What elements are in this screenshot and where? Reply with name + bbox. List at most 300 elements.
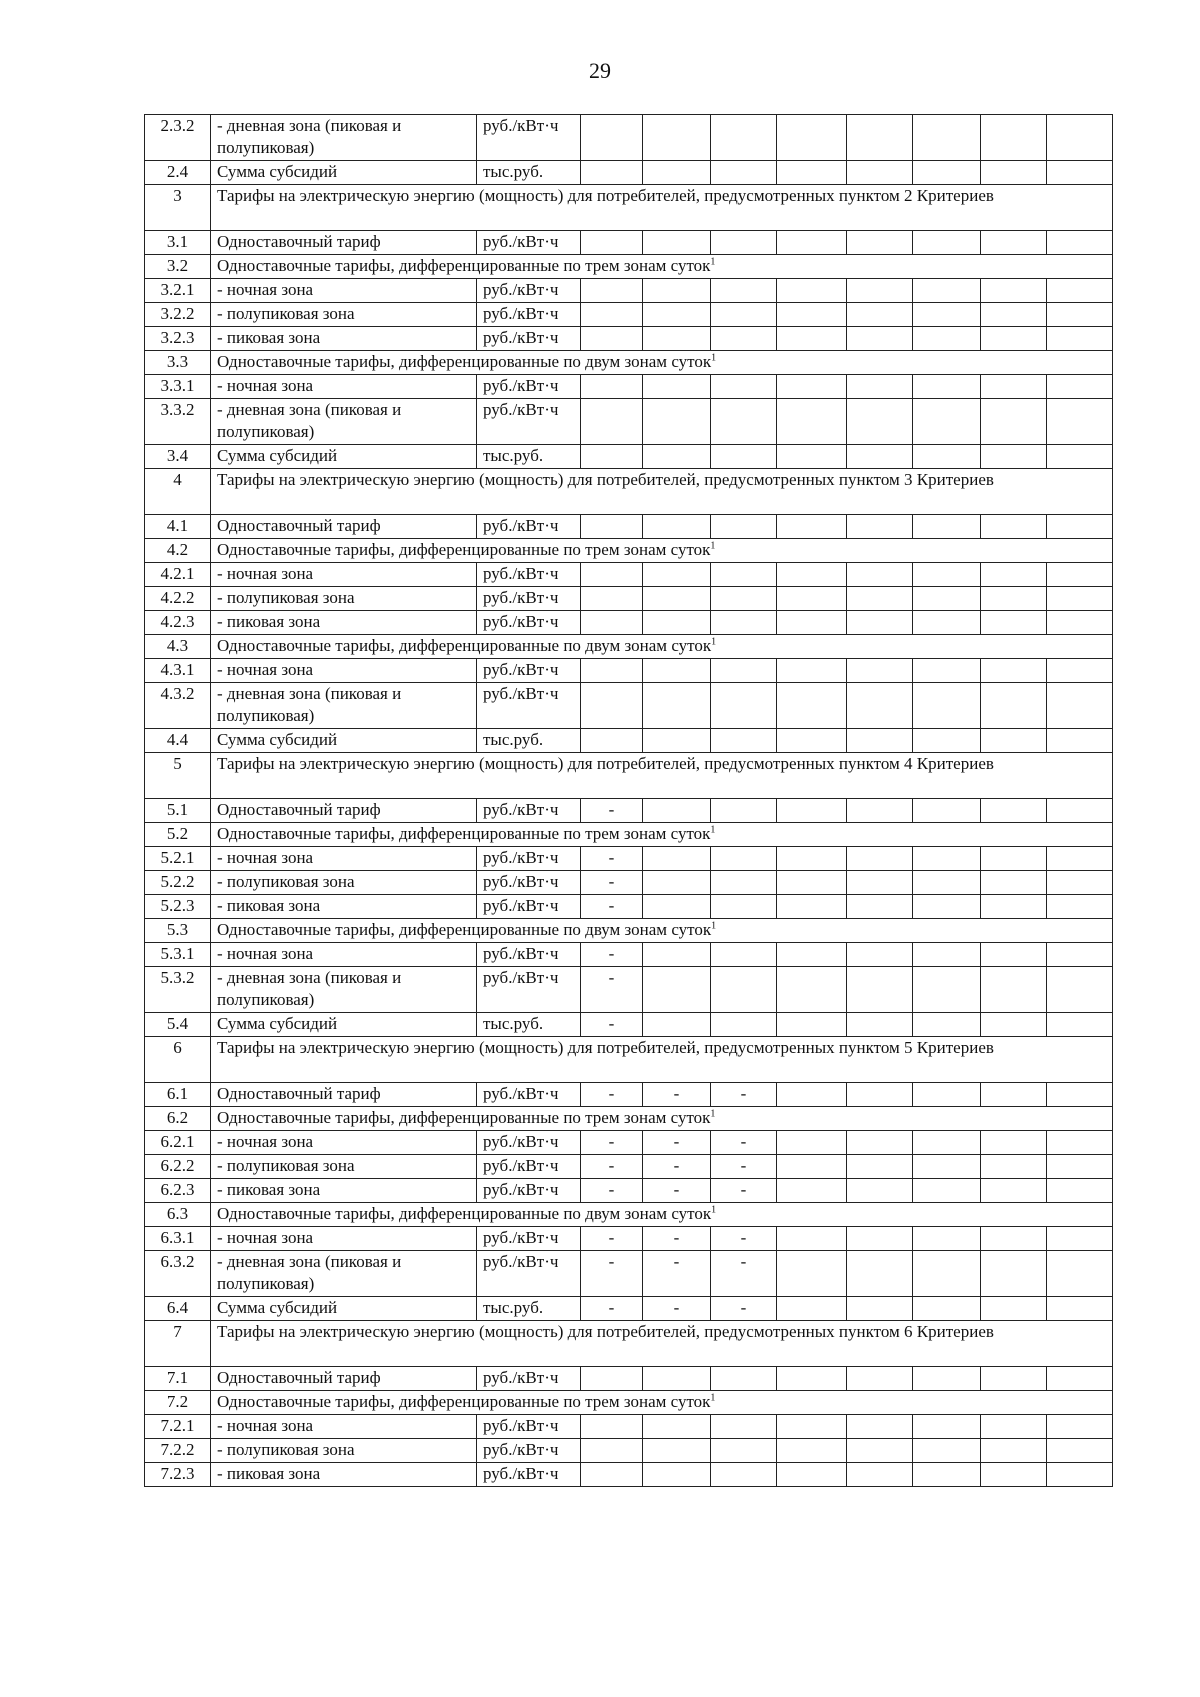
value-cell	[777, 1251, 847, 1297]
row-number: 6.2.2	[145, 1155, 211, 1179]
value-cell	[711, 1439, 777, 1463]
row-unit: руб./кВт·ч	[477, 115, 581, 161]
value-cell	[711, 611, 777, 635]
value-cell	[981, 161, 1047, 185]
value-cell	[913, 1227, 981, 1251]
value-cell	[777, 161, 847, 185]
value-cell	[581, 161, 643, 185]
section-row	[145, 753, 1113, 799]
table-row	[145, 871, 1113, 895]
value-cell	[777, 1463, 847, 1487]
row-label: - полупиковая зона	[211, 1155, 477, 1179]
value-cell	[1047, 1415, 1113, 1439]
value-cell	[777, 1415, 847, 1439]
section-title	[211, 823, 1113, 847]
row-label: Одноставочный тариф	[211, 231, 477, 255]
value-cell	[711, 161, 777, 185]
section-title	[211, 635, 1113, 659]
value-cell	[581, 659, 643, 683]
value-cell	[847, 587, 913, 611]
value-cell	[847, 327, 913, 351]
value-cell	[1047, 1251, 1113, 1297]
section-title	[211, 351, 1113, 375]
table-row	[145, 729, 1113, 753]
value-cell: -	[581, 1013, 643, 1037]
row-number: 4.3.1	[145, 659, 211, 683]
section-row	[145, 635, 1113, 659]
value-cell	[981, 1013, 1047, 1037]
section-title-text: Одноставочные тарифы, дифференцированные по двум зонам суток	[217, 352, 712, 371]
row-unit: руб./кВт·ч	[477, 563, 581, 587]
row-number: 4.1	[145, 515, 211, 539]
section-row	[145, 1107, 1113, 1131]
row-number: 7	[145, 1321, 211, 1367]
row-number: 7.1	[145, 1367, 211, 1391]
value-cell	[981, 515, 1047, 539]
value-cell	[981, 895, 1047, 919]
row-label: - ночная зона	[211, 943, 477, 967]
value-cell: -	[643, 1083, 711, 1107]
value-cell: -	[711, 1227, 777, 1251]
table-row	[145, 1179, 1113, 1203]
row-unit: руб./кВт·ч	[477, 375, 581, 399]
value-cell: -	[581, 1179, 643, 1203]
table-row	[145, 303, 1113, 327]
value-cell	[581, 303, 643, 327]
value-cell: -	[581, 1131, 643, 1155]
section-row	[145, 919, 1113, 943]
value-cell	[777, 1155, 847, 1179]
row-unit: тыс.руб.	[477, 729, 581, 753]
row-label: Одноставочный тариф	[211, 1083, 477, 1107]
row-unit: руб./кВт·ч	[477, 895, 581, 919]
value-cell	[643, 1439, 711, 1463]
section-title-text: Тарифы на электрическую энергию (мощность) для потребителей, предусмотренных пунктом 5 Критериев	[217, 1038, 994, 1057]
value-cell	[581, 1439, 643, 1463]
value-cell	[913, 231, 981, 255]
value-cell	[581, 729, 643, 753]
section-title-text: Одноставочные тарифы, дифференцированные по трем зонам суток	[217, 1392, 711, 1411]
value-cell	[711, 895, 777, 919]
value-cell	[777, 611, 847, 635]
section-title-text: Одноставочные тарифы, дифференцированные по двум зонам суток	[217, 1204, 712, 1223]
section-title	[211, 1391, 1113, 1415]
value-cell	[711, 445, 777, 469]
value-cell	[643, 115, 711, 161]
value-cell	[981, 729, 1047, 753]
row-number: 4.2	[145, 539, 211, 563]
value-cell: -	[711, 1297, 777, 1321]
value-cell	[643, 871, 711, 895]
table-row	[145, 279, 1113, 303]
section-title	[211, 1107, 1113, 1131]
value-cell	[1047, 1367, 1113, 1391]
value-cell	[847, 1179, 913, 1203]
row-unit: руб./кВт·ч	[477, 1463, 581, 1487]
value-cell	[913, 943, 981, 967]
row-label: Одноставочный тариф	[211, 1367, 477, 1391]
value-cell	[847, 943, 913, 967]
value-cell	[913, 327, 981, 351]
value-cell	[711, 587, 777, 611]
value-cell	[643, 683, 711, 729]
value-cell	[981, 327, 1047, 351]
value-cell	[913, 967, 981, 1013]
value-cell	[643, 611, 711, 635]
value-cell	[981, 399, 1047, 445]
row-label: - полупиковая зона	[211, 303, 477, 327]
value-cell	[777, 1131, 847, 1155]
value-cell	[711, 799, 777, 823]
row-unit: руб./кВт·ч	[477, 1179, 581, 1203]
value-cell	[913, 1463, 981, 1487]
section-title	[211, 185, 1113, 231]
value-cell	[1047, 847, 1113, 871]
row-number: 7.2.3	[145, 1463, 211, 1487]
table-row	[145, 799, 1113, 823]
value-cell: -	[711, 1155, 777, 1179]
value-cell	[1047, 1131, 1113, 1155]
value-cell	[777, 115, 847, 161]
value-cell	[643, 943, 711, 967]
row-unit: руб./кВт·ч	[477, 1131, 581, 1155]
section-row	[145, 823, 1113, 847]
value-cell	[847, 161, 913, 185]
section-row	[145, 1037, 1113, 1083]
value-cell	[777, 399, 847, 445]
value-cell	[981, 683, 1047, 729]
row-unit: руб./кВт·ч	[477, 967, 581, 1013]
value-cell: -	[581, 1083, 643, 1107]
value-cell	[847, 683, 913, 729]
value-cell	[981, 871, 1047, 895]
value-cell	[981, 563, 1047, 587]
value-cell	[777, 1179, 847, 1203]
value-cell	[847, 611, 913, 635]
value-cell	[913, 399, 981, 445]
value-cell	[711, 1367, 777, 1391]
row-number: 3.2.2	[145, 303, 211, 327]
row-number: 4.2.3	[145, 611, 211, 635]
value-cell	[913, 729, 981, 753]
value-cell	[981, 659, 1047, 683]
value-cell	[643, 659, 711, 683]
value-cell	[581, 115, 643, 161]
value-cell: -	[581, 799, 643, 823]
value-cell	[711, 943, 777, 967]
value-cell	[1047, 967, 1113, 1013]
value-cell	[711, 399, 777, 445]
value-cell	[1047, 1463, 1113, 1487]
value-cell	[581, 1463, 643, 1487]
section-title-text: Тарифы на электрическую энергию (мощность) для потребителей, предусмотренных пунктом 2 Критериев	[217, 186, 994, 205]
value-cell	[913, 1297, 981, 1321]
value-cell	[777, 1083, 847, 1107]
value-cell	[711, 1415, 777, 1439]
section-row	[145, 1321, 1113, 1367]
row-unit: руб./кВт·ч	[477, 871, 581, 895]
value-cell: -	[581, 871, 643, 895]
value-cell	[981, 1415, 1047, 1439]
value-cell	[1047, 611, 1113, 635]
value-cell	[1047, 303, 1113, 327]
section-title-text: Одноставочные тарифы, дифференцированные по двум зонам суток	[217, 920, 712, 939]
value-cell	[847, 659, 913, 683]
value-cell	[981, 1155, 1047, 1179]
value-cell: -	[643, 1179, 711, 1203]
row-label: Сумма субсидий	[211, 161, 477, 185]
value-cell	[981, 943, 1047, 967]
table-row	[145, 683, 1113, 729]
row-label: - ночная зона	[211, 375, 477, 399]
value-cell	[913, 799, 981, 823]
value-cell	[1047, 1227, 1113, 1251]
value-cell	[847, 871, 913, 895]
value-cell	[777, 563, 847, 587]
row-label: - полупиковая зона	[211, 1439, 477, 1463]
section-title-text: Тарифы на электрическую энергию (мощность) для потребителей, предусмотренных пунктом 3 Критериев	[217, 470, 994, 489]
value-cell: -	[643, 1251, 711, 1297]
value-cell	[643, 445, 711, 469]
value-cell	[581, 1367, 643, 1391]
row-number: 3.2.1	[145, 279, 211, 303]
value-cell	[913, 659, 981, 683]
value-cell	[913, 1415, 981, 1439]
row-number: 5.2	[145, 823, 211, 847]
value-cell	[1047, 115, 1113, 161]
row-unit: руб./кВт·ч	[477, 943, 581, 967]
table-row	[145, 445, 1113, 469]
value-cell	[847, 1131, 913, 1155]
value-cell	[1047, 515, 1113, 539]
value-cell	[1047, 729, 1113, 753]
value-cell	[777, 303, 847, 327]
value-cell	[1047, 1179, 1113, 1203]
value-cell	[847, 799, 913, 823]
value-cell	[643, 587, 711, 611]
value-cell	[847, 1251, 913, 1297]
row-number: 6.3.1	[145, 1227, 211, 1251]
value-cell	[847, 375, 913, 399]
value-cell	[847, 967, 913, 1013]
value-cell	[1047, 799, 1113, 823]
value-cell	[643, 375, 711, 399]
section-row	[145, 351, 1113, 375]
table-row	[145, 587, 1113, 611]
row-unit: руб./кВт·ч	[477, 587, 581, 611]
row-number: 5.2.2	[145, 871, 211, 895]
table-row	[145, 161, 1113, 185]
value-cell	[981, 1131, 1047, 1155]
value-cell	[643, 967, 711, 1013]
section-title	[211, 1321, 1113, 1367]
value-cell	[847, 1013, 913, 1037]
value-cell	[711, 871, 777, 895]
row-unit: руб./кВт·ч	[477, 1227, 581, 1251]
section-title-text: Одноставочные тарифы, дифференцированные по трем зонам суток	[217, 256, 711, 275]
value-cell	[581, 327, 643, 351]
row-number: 6.2	[145, 1107, 211, 1131]
section-row	[145, 539, 1113, 563]
row-number: 7.2.1	[145, 1415, 211, 1439]
row-label: - дневная зона (пиковая и полупиковая)	[211, 683, 477, 729]
value-cell	[847, 1083, 913, 1107]
value-cell	[847, 1297, 913, 1321]
value-cell	[643, 515, 711, 539]
value-cell	[981, 1251, 1047, 1297]
value-cell	[777, 1297, 847, 1321]
footnote-marker: 1	[711, 352, 717, 364]
value-cell	[777, 895, 847, 919]
value-cell	[643, 729, 711, 753]
row-number: 6.1	[145, 1083, 211, 1107]
row-number: 4.2.2	[145, 587, 211, 611]
value-cell	[1047, 659, 1113, 683]
value-cell	[711, 967, 777, 1013]
row-number: 3.4	[145, 445, 211, 469]
row-label: Сумма субсидий	[211, 729, 477, 753]
table-row	[145, 375, 1113, 399]
row-number: 5	[145, 753, 211, 799]
value-cell	[981, 1463, 1047, 1487]
value-cell	[913, 303, 981, 327]
value-cell	[847, 1439, 913, 1463]
value-cell	[913, 1013, 981, 1037]
value-cell	[847, 231, 913, 255]
value-cell	[1047, 399, 1113, 445]
value-cell	[913, 871, 981, 895]
value-cell	[981, 375, 1047, 399]
value-cell	[847, 303, 913, 327]
value-cell	[711, 659, 777, 683]
value-cell	[777, 375, 847, 399]
value-cell	[777, 1227, 847, 1251]
value-cell	[777, 515, 847, 539]
table-row	[145, 847, 1113, 871]
value-cell	[913, 587, 981, 611]
row-label: - пиковая зона	[211, 895, 477, 919]
footnote-marker: 1	[710, 824, 716, 836]
row-label: - ночная зона	[211, 563, 477, 587]
section-title	[211, 255, 1113, 279]
value-cell	[581, 399, 643, 445]
value-cell	[913, 1439, 981, 1463]
row-unit: тыс.руб.	[477, 1297, 581, 1321]
value-cell	[913, 1131, 981, 1155]
value-cell: -	[581, 1251, 643, 1297]
value-cell	[1047, 279, 1113, 303]
value-cell	[1047, 1439, 1113, 1463]
section-title	[211, 753, 1113, 799]
value-cell	[913, 683, 981, 729]
value-cell: -	[711, 1251, 777, 1297]
value-cell: -	[581, 895, 643, 919]
table-row	[145, 1439, 1113, 1463]
value-cell	[913, 847, 981, 871]
row-number: 3.1	[145, 231, 211, 255]
value-cell	[643, 895, 711, 919]
row-number: 5.3.2	[145, 967, 211, 1013]
section-title-text: Одноставочные тарифы, дифференцированные по трем зонам суток	[217, 824, 711, 843]
value-cell	[913, 515, 981, 539]
value-cell	[581, 587, 643, 611]
row-label: Одноставочный тариф	[211, 515, 477, 539]
row-label: - пиковая зона	[211, 611, 477, 635]
value-cell	[643, 231, 711, 255]
row-label: - ночная зона	[211, 1131, 477, 1155]
value-cell	[643, 161, 711, 185]
value-cell	[847, 279, 913, 303]
value-cell	[913, 895, 981, 919]
row-unit: руб./кВт·ч	[477, 683, 581, 729]
row-unit: руб./кВт·ч	[477, 231, 581, 255]
value-cell	[981, 115, 1047, 161]
table-row	[145, 115, 1113, 161]
row-number: 2.3.2	[145, 115, 211, 161]
row-label: - пиковая зона	[211, 327, 477, 351]
value-cell	[981, 303, 1047, 327]
value-cell	[581, 231, 643, 255]
value-cell	[643, 1367, 711, 1391]
row-number: 5.2.1	[145, 847, 211, 871]
value-cell	[777, 967, 847, 1013]
row-unit: руб./кВт·ч	[477, 799, 581, 823]
footnote-marker: 1	[711, 1204, 717, 1216]
row-label: - полупиковая зона	[211, 871, 477, 895]
row-number: 4.3	[145, 635, 211, 659]
row-number: 6.2.3	[145, 1179, 211, 1203]
row-number: 5.2.3	[145, 895, 211, 919]
value-cell	[847, 515, 913, 539]
value-cell	[847, 399, 913, 445]
value-cell	[711, 683, 777, 729]
value-cell	[981, 967, 1047, 1013]
table-row	[145, 515, 1113, 539]
row-label: - пиковая зона	[211, 1463, 477, 1487]
section-row	[145, 185, 1113, 231]
row-label: - ночная зона	[211, 1227, 477, 1251]
row-number: 4.4	[145, 729, 211, 753]
row-number: 5.3	[145, 919, 211, 943]
value-cell	[711, 563, 777, 587]
value-cell	[913, 1367, 981, 1391]
row-number: 6.4	[145, 1297, 211, 1321]
row-label: - дневная зона (пиковая и полупиковая)	[211, 1251, 477, 1297]
row-number: 3.3	[145, 351, 211, 375]
value-cell	[1047, 161, 1113, 185]
row-number: 4	[145, 469, 211, 515]
row-label: Сумма субсидий	[211, 445, 477, 469]
row-number: 3.3.2	[145, 399, 211, 445]
value-cell	[913, 375, 981, 399]
table-row	[145, 563, 1113, 587]
table-row	[145, 1227, 1113, 1251]
row-unit: руб./кВт·ч	[477, 659, 581, 683]
value-cell	[643, 327, 711, 351]
value-cell	[711, 375, 777, 399]
value-cell	[581, 279, 643, 303]
value-cell	[1047, 683, 1113, 729]
value-cell	[581, 445, 643, 469]
table-row	[145, 399, 1113, 445]
row-label: Сумма субсидий	[211, 1013, 477, 1037]
row-label: Одноставочный тариф	[211, 799, 477, 823]
row-unit: руб./кВт·ч	[477, 327, 581, 351]
value-cell	[711, 231, 777, 255]
value-cell	[913, 1155, 981, 1179]
row-label: Сумма субсидий	[211, 1297, 477, 1321]
row-number: 7.2.2	[145, 1439, 211, 1463]
